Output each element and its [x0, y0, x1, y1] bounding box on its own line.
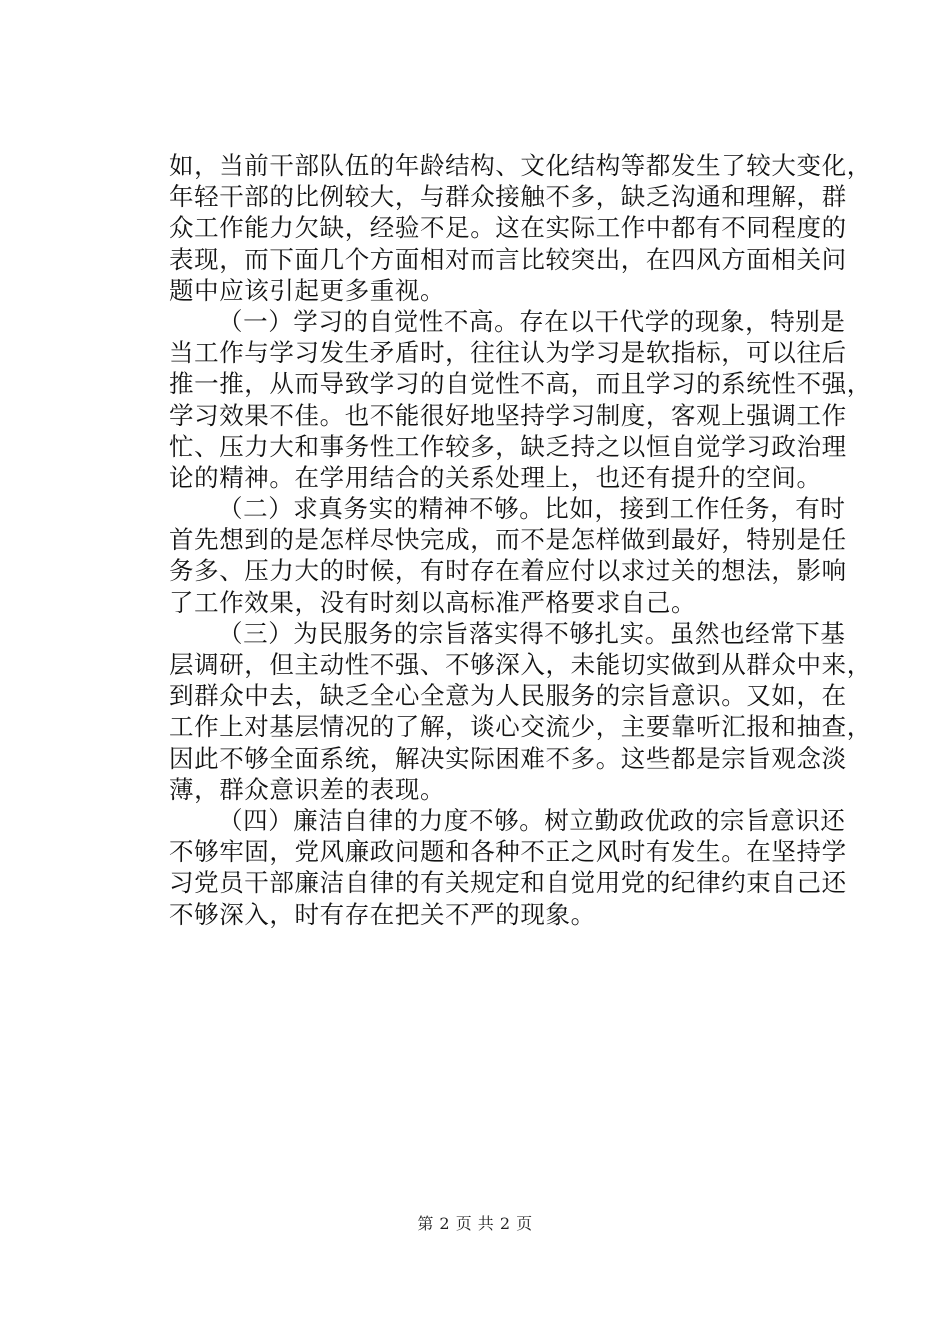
body-text-line: 因此不够全面系统，解决实际困难不多。这些都是宗旨观念淡	[169, 743, 847, 773]
body-text-line: 学习效果不佳。也不能很好地坚持学习制度，客观上强调工作	[169, 400, 847, 430]
section-3-heading-line: （三）为民服务的宗旨落实得不够扎实。虽然也经常下基	[218, 618, 846, 648]
page-number-label: 第 2 页 共 2 页	[417, 1214, 533, 1233]
body-text-line: 当工作与学习发生矛盾时，往往认为学习是软指标，可以往后	[169, 338, 847, 368]
body-text-line: 薄，群众意识差的表现。	[169, 774, 446, 804]
body-text-line: 推一推，从而导致学习的自觉性不高，而且学习的系统性不强，	[169, 369, 872, 399]
body-text-line: 首先想到的是怎样尽快完成，而不是怎样做到最好，特别是任	[169, 525, 847, 555]
body-text-line: 层调研，但主动性不强、不够深入，未能切实做到从群众中来，	[169, 650, 872, 679]
body-text-line: 了工作效果，没有时刻以高标准严格要求自己。	[169, 587, 697, 617]
section-2-heading-line: （二）求真务实的精神不够。比如，接到工作任务，有时	[218, 494, 846, 524]
page-footer	[0, 1214, 950, 1234]
body-text-line: 忙、压力大和事务性工作较多，缺乏持之以恒自觉学习政治理	[169, 431, 847, 461]
body-text-line: 题中应该引起更多重视。	[169, 275, 446, 305]
body-text-line: 不够深入，时有存在把关不严的现象。	[169, 899, 596, 929]
body-text-line: 如，当前干部队伍的年龄结构、文化结构等都发生了较大变化，	[169, 151, 872, 180]
document-body	[169, 150, 872, 930]
section-1-heading-line: （一）学习的自觉性不高。存在以干代学的现象，特别是	[218, 306, 846, 336]
body-text-line: 众工作能力欠缺，经验不足。这在实际工作中都有不同程度的	[169, 213, 847, 243]
body-text-line: 论的精神。在学用结合的关系处理上，也还有提升的空间。	[169, 462, 822, 492]
body-text-line: 不够牢固，党风廉政问题和各种不正之风时有发生。在坚持学	[169, 837, 847, 867]
body-text-line: 务多、压力大的时候，有时存在着应付以求过关的想法，影响	[169, 556, 847, 586]
body-text-line: 习党员干部廉洁自律的有关规定和自觉用党的纪律约束自己还	[169, 868, 847, 898]
body-text-line: 表现，而下面几个方面相对而言比较突出，在四风方面相关问	[169, 244, 847, 274]
body-text-line: 年轻干部的比例较大，与群众接触不多，缺乏沟通和理解，群	[169, 182, 847, 212]
body-text-line: 工作上对基层情况的了解，谈心交流少，主要靠听汇报和抽查，	[169, 712, 872, 742]
section-4-heading-line: （四）廉洁自律的力度不够。树立勤政优政的宗旨意识还	[218, 805, 846, 835]
body-text-line: 到群众中去，缺乏全心全意为人民服务的宗旨意识。又如，在	[169, 681, 847, 711]
